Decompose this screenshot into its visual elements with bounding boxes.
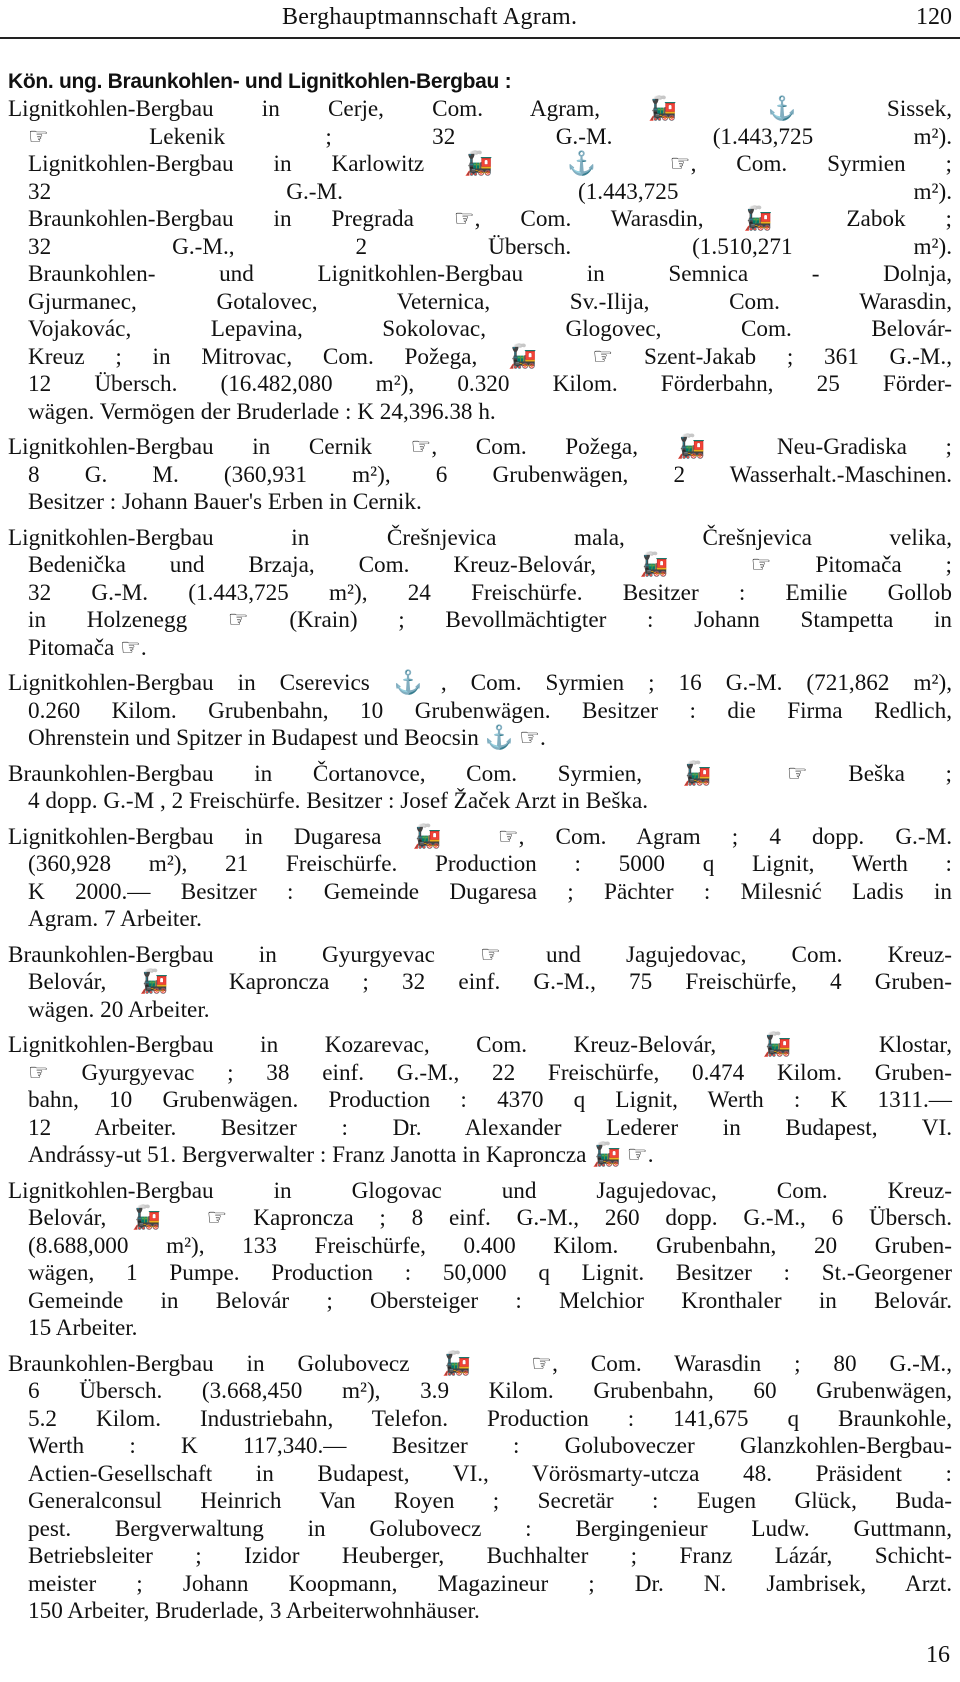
- entry-line: Betriebsleiter ; Izidor Heuberger, Buchhalter ; Franz Lázár, Schicht-: [28, 1543, 952, 1569]
- entry-line: Belovár, 🚂 ☞ Kaproncza ; 8 einf. G.-M., 260 dopp. G.-M., 6 Übersch.: [28, 1205, 952, 1231]
- entry-paragraph: [8, 1178, 952, 1343]
- page-number: 120: [916, 4, 952, 30]
- entry-line: Andrássy-ut 51. Bergverwalter : Franz Janotta in Kaproncza 🚂 ☞.: [28, 1142, 654, 1168]
- entry-line: 5.2 Kilom. Industriebahn, Telefon. Production : 141,675 q Braunkohle,: [28, 1405, 952, 1432]
- entry-line: Lignitkohlen-Bergbau in Karlowitz 🚂 ⚓ ☞, Com. Syrmien ;: [28, 151, 952, 177]
- entry-line: pest. Bergverwaltung in Golubovecz : Bergingenieur Ludw. Guttmann,: [28, 1515, 952, 1542]
- entry-line: 0.260 Kilom. Grubenbahn, 10 Grubenwägen. Besitzer : die Firma Redlich,: [28, 697, 952, 724]
- entry-line: ☞ Lekenik ; 32 G.-M. (1.443,725 m²).: [28, 123, 952, 150]
- entry-line: 32 G.-M., 2 Übersch. (1.510,271 m²).: [28, 233, 952, 260]
- entry-line: Braunkohlen-Bergbau in Golubovecz 🚂 ☞, Com. Warasdin ; 80 G.-M.,: [8, 1350, 952, 1377]
- entry-line: 32 G.-M. (1.443,725 m²), 24 Freischürfe. Besitzer : Emilie Gollob: [28, 579, 952, 606]
- entry-paragraph: [8, 434, 952, 517]
- entry-line: Lignitkohlen-Bergbau in Kozarevac, Com. Kreuz-Belovár, 🚂 Klostar,: [8, 1032, 952, 1058]
- entry-line: Agram. 7 Arbeiter.: [28, 906, 202, 932]
- entry-line: 15 Arbeiter.: [28, 1315, 138, 1341]
- entry-line: Lignitkohlen-Bergbau in Cserevics ⚓, Com. Syrmien ; 16 G.-M. (721,862 m²),: [8, 670, 952, 696]
- entry-line: Braunkohlen-Bergbau in Pregrada ☞, Com. Warasdin, 🚂 Zabok ;: [28, 206, 952, 232]
- entry-line: Lignitkohlen-Bergbau in Dugaresa 🚂 ☞, Com. Agram ; 4 dopp. G.-M.: [8, 823, 952, 850]
- entry-line: Braunkohlen- und Lignitkohlen-Bergbau in Semnica - Dolnja,: [28, 261, 952, 287]
- entry-line: Besitzer : Johann Bauer's Erben in Cernik.: [28, 489, 422, 515]
- entry-line: Generalconsul Heinrich Van Royen ; Secretär : Eugen Glück, Buda-: [28, 1488, 952, 1514]
- entry-paragraph: [8, 824, 952, 934]
- entry-line: 8 G. M. (360,931 m²), 6 Grubenwägen, 2 Wasserhalt.-Maschinen.: [28, 461, 952, 488]
- entry-line: Ohrenstein und Spitzer in Budapest und Beocsin ⚓ ☞.: [28, 725, 546, 751]
- entry-paragraph: [8, 942, 952, 1025]
- entry-line: Actien-Gesellschaft in Budapest, VI., Vörösmarty-utcza 48. Präsident :: [28, 1460, 952, 1487]
- entry-paragraph: [8, 525, 952, 663]
- entry-line: wägen. 20 Arbeiter.: [28, 996, 210, 1023]
- entry-line: Gjurmanec, Gotalovec, Veternica, Sv.-Ilija, Com. Warasdin,: [28, 288, 952, 315]
- entry-line: Kreuz ; in Mitrovac, Com. Požega, 🚂 ☞ Szent-Jakab ; 361 G.-M.,: [28, 343, 952, 370]
- entry-line: Lignitkohlen-Bergbau in Črešnjevica mala, Črešnjevica velika,: [8, 524, 952, 551]
- entry-line: bahn, 10 Grubenwägen. Production : 4370 q Lignit, Werth : K 1311.—: [28, 1087, 952, 1113]
- entry-line: 4 dopp. G.-M , 2 Freischürfe. Besitzer : Josef Žaček Arzt in Beška.: [28, 788, 649, 814]
- entry-line: 6 Übersch. (3.668,450 m²), 3.9 Kilom. Grubenbahn, 60 Grubenwägen,: [28, 1378, 952, 1404]
- entry-line: Gemeinde in Belovár ; Obersteiger : Melchior Kronthaler in Belovár.: [28, 1287, 952, 1314]
- entry-line: Bedenička und Brzaja, Com. Kreuz-Belovár, 🚂 ☞ Pitomača ;: [28, 552, 952, 578]
- entry-line: Pitomača ☞.: [28, 634, 147, 661]
- entry-paragraph: [8, 761, 952, 816]
- running-title: Berghauptmannschaft Agram.: [282, 4, 578, 30]
- entry-line: Braunkohlen-Bergbau in Gyurgyevac ☞ und Jagujedovac, Com. Kreuz-: [8, 941, 952, 968]
- entry-line: Vojakovác, Lepavina, Sokolovac, Glogovec, Com. Belovár-: [28, 316, 952, 342]
- entry-line: (360,928 m²), 21 Freischürfe. Production : 5000 q Lignit, Werth :: [28, 851, 952, 877]
- signature-mark: 16: [926, 1642, 950, 1668]
- entry-list: [8, 96, 952, 1634]
- entry-paragraph: [8, 670, 952, 753]
- entry-line: Lignitkohlen-Bergbau in Cernik ☞, Com. Požega, 🚂 Neu-Gradiska ;: [8, 434, 952, 460]
- entry-paragraph: [8, 96, 952, 426]
- entry-line: Lignitkohlen-Bergbau in Cerje, Com. Agram, 🚂 ⚓ Sissek,: [8, 96, 952, 122]
- header-rule: [0, 37, 960, 39]
- entry-line: 12 Arbeiter. Besitzer : Dr. Alexander Lederer in Budapest, VI.: [28, 1114, 952, 1141]
- entry-paragraph: [8, 1351, 952, 1626]
- entry-line: Lignitkohlen-Bergbau in Glogovac und Jagujedovac, Com. Kreuz-: [8, 1177, 952, 1204]
- entry-line: 32 G.-M. (1.443,725 m²).: [28, 178, 952, 205]
- entry-line: Braunkohlen-Bergbau in Čortanovce, Com. Syrmien, 🚂 ☞ Beška ;: [8, 760, 952, 787]
- entry-line: wägen. Vermögen der Bruderlade : K 24,396.38 h.: [28, 398, 496, 425]
- entry-line: Werth : K 117,340.— Besitzer : Goluboveczer Glanzkohlen-Bergbau-: [28, 1433, 952, 1459]
- entry-paragraph: [8, 1032, 952, 1170]
- entry-line: 12 Übersch. (16.482,080 m²), 0.320 Kilom. Förderbahn, 25 Förder-: [28, 371, 952, 397]
- entry-line: K 2000.— Besitzer : Gemeinde Dugaresa ; Pächter : Milesnić Ladis in: [28, 878, 952, 905]
- entry-line: wägen, 1 Pumpe. Production : 50,000 q Lignit. Besitzer : St.-Georgener: [28, 1260, 952, 1286]
- entry-line: meister ; Johann Koopmann, Magazineur ; Dr. N. Jambrisek, Arzt.: [28, 1570, 952, 1597]
- entry-line: in Holzenegg ☞ (Krain) ; Bevollmächtigter : Johann Stampetta in: [28, 607, 952, 633]
- entry-line: Belovár, 🚂 Kaproncza ; 32 einf. G.-M., 75 Freischürfe, 4 Gruben-: [28, 969, 952, 995]
- entry-line: (8.688,000 m²), 133 Freischürfe, 0.400 Kilom. Grubenbahn, 20 Gruben-: [28, 1232, 952, 1259]
- entry-line: ☞ Gyurgyevac ; 38 einf. G.-M., 22 Freischürfe, 0.474 Kilom. Gruben-: [28, 1059, 952, 1086]
- section-heading: Kön. ung. Braunkohlen- und Lignitkohlen-Bergbau :: [8, 70, 512, 93]
- page-header: [0, 2, 960, 38]
- entry-line: 150 Arbeiter, Bruderlade, 3 Arbeiterwohnhäuser.: [28, 1598, 480, 1624]
